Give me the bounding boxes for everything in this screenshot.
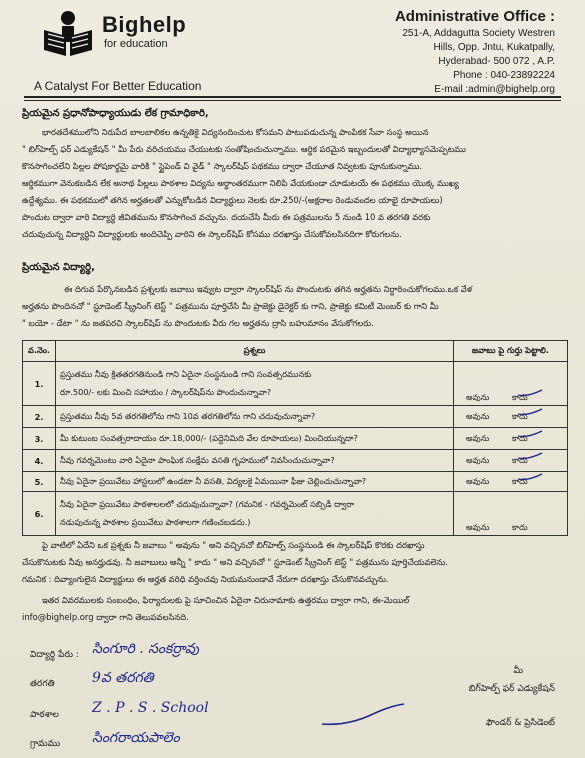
table-row bbox=[23, 406, 568, 428]
office-address bbox=[395, 8, 555, 97]
question-line: నడుపుచున్న పాఠశాల ప్రయివేటు పాఠశాలగా గణించబడదు.) bbox=[60, 516, 251, 527]
answer-cell[interactable] bbox=[454, 492, 568, 536]
answer-no-label: కాదు bbox=[512, 410, 528, 421]
table-row bbox=[23, 492, 568, 536]
row-question bbox=[56, 492, 454, 536]
handwritten-tick-icon bbox=[516, 388, 544, 398]
office-line: 251-A, Addagutta Society Westren bbox=[402, 28, 555, 39]
answer-no-label: కాదు bbox=[512, 392, 528, 402]
greeting-headmaster: ప్రియమైన ప్రధానోపాధ్యాయుడు లేక గ్రామాధికారి, bbox=[22, 108, 209, 119]
answer-no-label: కాదు bbox=[512, 475, 528, 486]
student-name-value[interactable]: సింగూరి . సంకర్రావు bbox=[92, 641, 199, 657]
answer-no[interactable] bbox=[512, 455, 548, 467]
header-divider bbox=[24, 100, 561, 101]
question-line: ప్రస్తుతము నీవు క్రితతరగతినుండి గాని ఏదైనా సంస్థనుండి గాని సంవత్సరమునకు bbox=[60, 368, 312, 379]
answer-cell[interactable] bbox=[454, 428, 568, 450]
row-question bbox=[56, 362, 454, 406]
para1-line: " బిగ్‌హెల్ప్ ఫర్ ఎడ్యుకేషన్ " మీ పేరు వరిచయము చేయుటకు సంతోషించుచున్నాము. ఆర్థిక పరమైన ఇబ్బందులతో విద్యాభ్యాసమెప్పటము bbox=[22, 144, 466, 154]
answer-no[interactable] bbox=[512, 433, 548, 445]
table-row bbox=[23, 450, 568, 472]
answer-yes[interactable]: అవును bbox=[466, 522, 490, 532]
row-number: 4. bbox=[23, 450, 56, 472]
row-question: నీవు గవర్నమెంటు వారి ఏదైనా పాంఘిక సంక్షేమ వసతి గృహములో నివసించుచున్నావా? bbox=[56, 450, 454, 472]
para2-line: అర్హతను పొందినచో " స్టూడెంట్ స్క్రీనింగ్ టెస్ట్ " పత్రమును పూర్తిచేసి మీ ప్రాజెక్టు డైరెక్టర్ కు గాని, ప్రాజెక్టు కమిటీ మెంబర్ కు గాని మీ bbox=[22, 301, 439, 311]
answer-no[interactable]: కాదు bbox=[512, 522, 528, 532]
handwritten-tick-icon bbox=[516, 451, 544, 461]
answer-cell[interactable] bbox=[454, 406, 568, 428]
question-line: నీవు ఏదైనా ప్రయివేటు పాఠశాలలలో చదువుచున్నావా? (గమనిక - గవర్నమెంట్ సబ్సిడీ ద్వారా bbox=[60, 498, 355, 509]
row-question: నీవు ఏదైనా ప్రయివేటు హాస్టలులో ఉండటా నీ వసతి, విద్యలకై ఏమయినా ఫీజు చెల్లించుచున్నావా? bbox=[56, 472, 454, 492]
col-serial: వ.నెం. bbox=[23, 341, 56, 362]
answer-no-label: కాదు bbox=[512, 454, 528, 465]
signature-icon bbox=[318, 700, 408, 730]
org-name: బిగ్‌హెల్ప్ ఫర్ ఎడ్యుకేషన్ bbox=[468, 684, 555, 694]
answer-yes[interactable]: అవును bbox=[466, 410, 490, 421]
row-question: ప్రస్తుతము నీవు 5వ తరగతిలోను గాని 10వ తరగతిలోను గాని చదువుచున్నావా? bbox=[56, 406, 454, 428]
school-label: పాఠశాల bbox=[30, 710, 59, 720]
answer-cell[interactable] bbox=[454, 362, 568, 406]
tagline: A Catalyst For Better Education bbox=[34, 79, 202, 93]
row-number: 5. bbox=[23, 472, 56, 492]
col-questions: ప్రశ్నలు bbox=[56, 341, 454, 362]
village-label: గ్రామము bbox=[30, 739, 61, 749]
note-line: పై వాటిలో ఏదేని ఒక ప్రశ్నకు నీ జవాబు " అవును " అని వచ్చినచో బిగ్‌హెల్ప్ సంస్థనుండి ఈ స్కాలర్‌షిప్ కొరకు దరఖాస్తు bbox=[42, 540, 425, 550]
para1-line: ఆర్థికముగా వెనుకబడిన లేక అనాథ పిల్లలు పాఠశాల విద్యను అర్థాంతరముగా నిలిపి వేయకుండా చూడుటయే ఈ పథకము యొక్క ముఖ్య bbox=[22, 178, 459, 188]
office-line: Hyderabad- 500 072 , A.P. bbox=[438, 56, 555, 67]
answer-cell[interactable] bbox=[454, 472, 568, 492]
village-value[interactable]: సింగరాయపాలెం bbox=[92, 730, 180, 746]
row-number: 3. bbox=[23, 428, 56, 450]
class-value[interactable]: 9వ తరగతి bbox=[92, 670, 154, 686]
col-answer: జవాబు పై గుర్తు పెట్టాలి. bbox=[454, 341, 568, 362]
brand-subtitle: for education bbox=[104, 38, 168, 50]
para2-line: " బయో - డేటా " ను జతపరచి స్కాలర్‌షిప్ ను పొందుటకు వీరు గల అర్హతను ద్రాసి బహుమానం వేసుకోగలరు. bbox=[22, 318, 374, 328]
answer-no[interactable] bbox=[512, 411, 548, 423]
eligibility-table bbox=[22, 340, 568, 536]
greeting-student: ప్రియమైన విద్యార్థి, bbox=[22, 262, 95, 273]
handwritten-tick-icon bbox=[516, 407, 544, 417]
office-phone: Phone : 040-23892224 bbox=[453, 70, 555, 81]
founder-title: ఫౌండర్ & ప్రెసిడెంట్ bbox=[485, 718, 555, 728]
table-row bbox=[23, 362, 568, 406]
school-value[interactable]: Z . P . S . School bbox=[92, 700, 209, 716]
answer-no[interactable] bbox=[512, 476, 548, 488]
answer-no-label: కాదు bbox=[512, 432, 528, 443]
office-email: E-mail :admin@bighelp.org bbox=[434, 84, 555, 95]
answer-yes[interactable]: అవును bbox=[466, 475, 490, 486]
contact-line: info@bighelp.org ద్వారా గాని తెలుపవలసినది. bbox=[22, 612, 189, 622]
row-number: 2. bbox=[23, 406, 56, 428]
table-header-row bbox=[23, 341, 568, 362]
student-name-label: విద్యార్థి పేరు : bbox=[30, 650, 79, 660]
class-label: తరగతి bbox=[30, 679, 55, 689]
note-line: గమనిక : దివ్యాంగులైన విద్యార్థులు ఈ అర్హత వరిధి వర్తించవు నియమనుండావే నేరుగా దరఖాస్తు చేసుకొనవచ్చును. bbox=[22, 574, 389, 584]
handwritten-tick-icon bbox=[516, 472, 544, 482]
para1-line: భారతదేశములోని నిరుపేద బాలబాలికల ఉన్నతికై విద్యనందించుట కోసమని పాటుపడుచున్న పాంపికక సేవా సంస్థ అయిన bbox=[42, 127, 429, 137]
para2-line: ఈ దిగువ పేర్కొనబడిన ప్రశ్నలకు జవాబు ఇవ్వుట ద్వారా స్కాలర్‌షిప్ ను పొందుటకు తగిన అర్హతను నిర్ధారించుకోగలము.ఒక వేళ bbox=[64, 284, 473, 294]
bighelp-logo-icon bbox=[40, 6, 96, 58]
para1-line: చదువుచున్న విద్యార్థిని విద్యార్థులకు అందిచెప్పి వారిని ఈ స్కాలర్‌షిప్ కోసము దరఖాస్తు చేసుకోవలసినదిగా కోరుగలను. bbox=[22, 229, 402, 239]
contact-line: ఇతర వివరములకు సంబంధిం, ఫిర్యాదులకు పై సూచించిన ఏదైనా చిరునామాకు ఉత్తరము ద్వారా గాని, ఈ-మెయిల్ bbox=[42, 595, 410, 605]
answer-no[interactable] bbox=[512, 392, 548, 404]
question-line: రూ.500/- లకు మించి సహాయం / స్కాలర్‌షిప్‌ను పొందుచున్నావా? bbox=[60, 386, 272, 397]
note-line: చేసుకొనుటకు నీవు అనర్హుడవు. నీ జవాబులు అన్నీ " కాదు " అని వచ్చినచో " స్టూడెంట్ స్క్రీనింగ్ టెస్ట్ " పత్రమును పూర్తిచేయవలెను. bbox=[22, 557, 448, 567]
answer-yes[interactable]: అవును bbox=[466, 432, 490, 443]
para1-line: కొనసాగించలేని పిల్లల పోషకార్థమై వారికి " స్టైపెండ్ వి వైడ్ " స్కాలర్‌షిప్ పథకము ద్వారా చేయూత నివ్వటకు పూనుకున్నాము. bbox=[22, 161, 423, 171]
answer-yes[interactable]: అవును bbox=[466, 392, 490, 402]
header-divider bbox=[24, 96, 561, 98]
table-row bbox=[23, 472, 568, 492]
row-question: మీ కుటుంబ సంవత్సరాదాయం రూ.18,000/- (పద్దెనిమిది వేల రూపాయలు) మించియున్నదా? bbox=[56, 428, 454, 450]
handwritten-tick-icon bbox=[516, 429, 544, 439]
brand-name: Bighelp bbox=[102, 12, 187, 37]
office-line: Hills, Opp. Jntu, Kukatpally, bbox=[433, 42, 555, 53]
office-title: Administrative Office : bbox=[394, 8, 555, 25]
table-row bbox=[23, 428, 568, 450]
para1-line: ఉద్దేశ్యము. ఈ పథకములో తగిన అర్హతలతో ఎన్నుకోబడిన విద్యార్థులు నెలకు రూ.250/-(అక్షరాల రెండువందల యాభై రూపాయలు) bbox=[22, 195, 443, 205]
answer-cell[interactable] bbox=[454, 450, 568, 472]
sign-off: మీ bbox=[513, 666, 523, 676]
row-number: 1. bbox=[23, 362, 56, 406]
para1-line: పొందుట ద్వారా వారి విద్యార్థి జీవితమును కొనసాగించ వచ్చును. దయచేసి మీరు ఈ పత్రములను 5 నుండి 10 వ తరగతి వరకు bbox=[22, 212, 431, 222]
answer-yes[interactable]: అవును bbox=[466, 454, 490, 465]
row-number: 6. bbox=[23, 492, 56, 536]
